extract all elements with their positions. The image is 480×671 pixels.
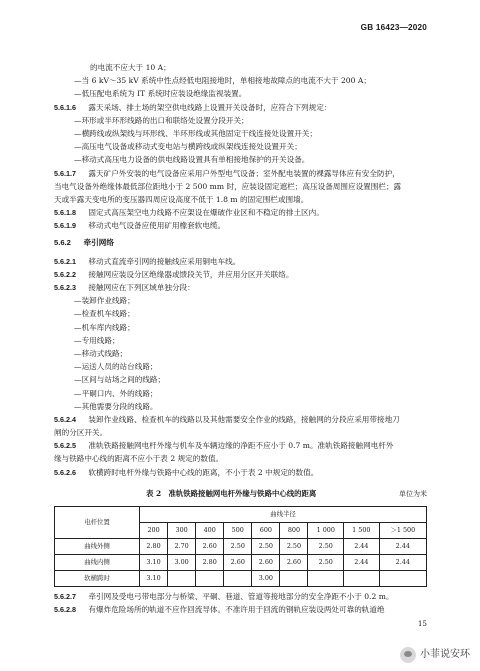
table-header-cell: 1 000 [308,522,344,538]
paragraph-block-1 [54,64,427,235]
clause-number: 5.6.2.5 [54,441,76,451]
list-item: —平硐口内、外的线路； [74,388,158,398]
text-line: 闸的分区开关。 [54,428,108,438]
table-cell: 2.60 [196,538,224,554]
table-header-cell: 400 [196,522,224,538]
table-cell [224,570,252,586]
text-line: —高压电气设备或移动式变电站与横跨线或纵架线连接处设置开关； [74,142,302,152]
table-header-cell: 1 500 [344,522,380,538]
table-cell: 2.60 [280,554,308,570]
table-row [55,554,427,570]
text-line: 当电气设备外绝缘体最低部位距地小于 2 500 mm 时，应装设固定遮栏；高压设备周围应设置围栏；露 [54,181,402,191]
clause-text: 接触网应装设分区绝缘器或馈段关节，并应用分区开关联络。 [88,269,294,279]
clause-number: 5.6.2.8 [54,605,76,614]
table-header-cell: ＞1 500 [379,522,426,538]
table-cell: 2.44 [344,538,380,554]
table-header-cell: 800 [280,522,308,538]
clause-text: 移动式直流牵引网的接触线应采用铜电车线。 [88,256,241,266]
clause-text: 有爆炸危险场所的轨道不应作回流导体。不准许用于回流的钢轨应装设两处可靠的轨道绝 [88,605,385,614]
section-number: 5.6.2 [54,238,71,248]
table-cell [308,570,344,586]
table-group-header: 曲线半径 [140,506,427,522]
table-cell: 2.70 [168,538,196,554]
text-line: —环形或半环形线路的出口和联络处设置分段开关； [74,115,249,125]
table-cell: 2.50 [224,538,252,554]
table-cell: 3.10 [140,554,168,570]
table-cell: 2.60 [224,554,252,570]
table-header-cell: 500 [224,522,252,538]
text-line: 天或半露天变电所的变压器四周应设高度不低于 1.8 m 的固定围栏或围墙。 [54,194,309,204]
list-item: —装卸作业线路； [74,296,135,306]
list-item: —其他需要分段的线路。 [74,401,158,411]
table-cell: 2.50 [252,538,280,554]
wechat-icon [400,647,416,663]
table-header-row [55,506,427,522]
list-item: —专用线路； [74,335,120,345]
paragraph-block-2 [54,258,427,482]
text-line: 的电流不应大于 10 A； [90,63,171,72]
table-caption: 表 2 准轨铁路接触网电杆外缘与铁路中心线的距离 [146,488,317,498]
table-cell: 2.80 [140,538,168,554]
section-heading [54,239,427,252]
table-cell [196,570,224,586]
table-cell: 2.44 [379,538,426,554]
clause-text: 移动式电气设备应使用矿用橡套软电缆。 [88,221,226,231]
paragraph-block-3 [54,593,427,619]
table-row-label: 曲线外侧 [55,538,140,554]
clause-number: 5.6.2.6 [54,467,76,477]
list-item: —运送人员的站台线路； [74,362,158,372]
clause-number: 5.6.1.9 [54,221,76,231]
table-cell [344,570,380,586]
table-unit: 单位为米 [399,489,427,498]
distance-table [54,506,427,587]
table-cell: 2.44 [379,554,426,570]
clause-text: 接触网应在下列区域单独分段： [88,283,195,292]
table-col-header: 电杆位置 [55,506,140,538]
text-line: —横跨线或纵架线与环形线、半环形线或其他固定干线连接处设置开关； [74,128,317,138]
table-cell: 2.50 [308,538,344,554]
page-number: 15 [417,619,427,628]
table-row [55,538,427,554]
table-cell [168,570,196,586]
list-item: —检查机车线路； [74,309,135,319]
clause-text: 露天采场、排土场的架空供电线路上设置开关设备时，应符合下列规定： [88,102,332,112]
table-cell: 2.60 [252,554,280,570]
text-line: —当 6 kV～35 kV 系统中性点经低电阻接地时，单相接地故障点的电流不大于 200 A； [74,76,371,86]
table-cell: 3.00 [252,570,280,586]
standard-code-header: GB 16423—2020 [360,23,427,32]
clause-number: 5.6.2.2 [54,269,76,279]
clause-text: 牵引网及受电弓带电部分与桥梁、平硐、巷道、管道等接地部分的安全净距不小于 0.2 m。 [88,591,394,601]
table-cell: 3.00 [168,554,196,570]
list-item: —移动式线路； [74,348,128,358]
table-row [55,570,427,586]
watermark [400,647,470,663]
table-header-cell: 600 [252,522,280,538]
clause-text: 准轨铁路接触网电杆外缘与机车及车辆边缘的净距不应小于 0.7 m。准轨铁路接触网电杆外 [88,441,394,451]
clause-text: 装卸作业线路、检查机车的线路以及其他需要安全作业的线路，接触网的分段应采用带接地刀 [88,414,400,424]
table-cell: 3.10 [140,570,168,586]
list-item: —区间与站场之间的线路； [74,375,166,385]
table-row-label: 软横跨时 [55,570,140,586]
section-title: 牵引网络 [83,238,114,248]
table-header-cell: 200 [140,522,168,538]
table-cell: 2.80 [196,554,224,570]
table-cell: 2.50 [308,554,344,570]
clause-number: 5.6.2.3 [54,283,76,292]
clause-number: 5.6.2.4 [54,414,76,424]
document-body [54,64,427,619]
table-cell: 2.44 [344,554,380,570]
clause-number: 5.6.2.1 [54,256,76,266]
clause-number: 5.6.1.6 [54,102,76,112]
clause-text: 软横跨时电杆外缘与铁路中心线的距离，不小于表 2 中规定的数值。 [88,467,319,477]
watermark-text: 小菲说安环 [420,649,470,661]
clause-number: 5.6.1.7 [54,168,76,178]
table-cell [280,570,308,586]
clause-number: 5.6.2.7 [54,591,76,601]
clause-number: 5.6.1.8 [54,208,76,218]
table-header-cell: 300 [168,522,196,538]
table-cell [379,570,426,586]
text-line: —移动式高压电力设备的供电线路设置具有单相接地保护的开关设备。 [74,155,310,165]
table-cell: 2.50 [280,538,308,554]
text-line: —低压配电系统为 IT 系统时应装设绝缘监视装置。 [74,89,247,99]
list-item: —机车库内线路； [74,322,135,332]
table-caption-row [54,488,427,504]
clause-text: 固定式高压架空电力线路不应架设在爆破作业区和不稳定的排土区内。 [88,208,324,218]
clause-text: 露天矿户外安装的电气设备应采用户外型电气设备；室外配电装置的裸露导体应有安全防护， [88,168,400,178]
text-line: 缘与铁路中心线的距离不应小于表 2 规定的数值。 [54,454,224,464]
table-row-label: 曲线内侧 [55,554,140,570]
